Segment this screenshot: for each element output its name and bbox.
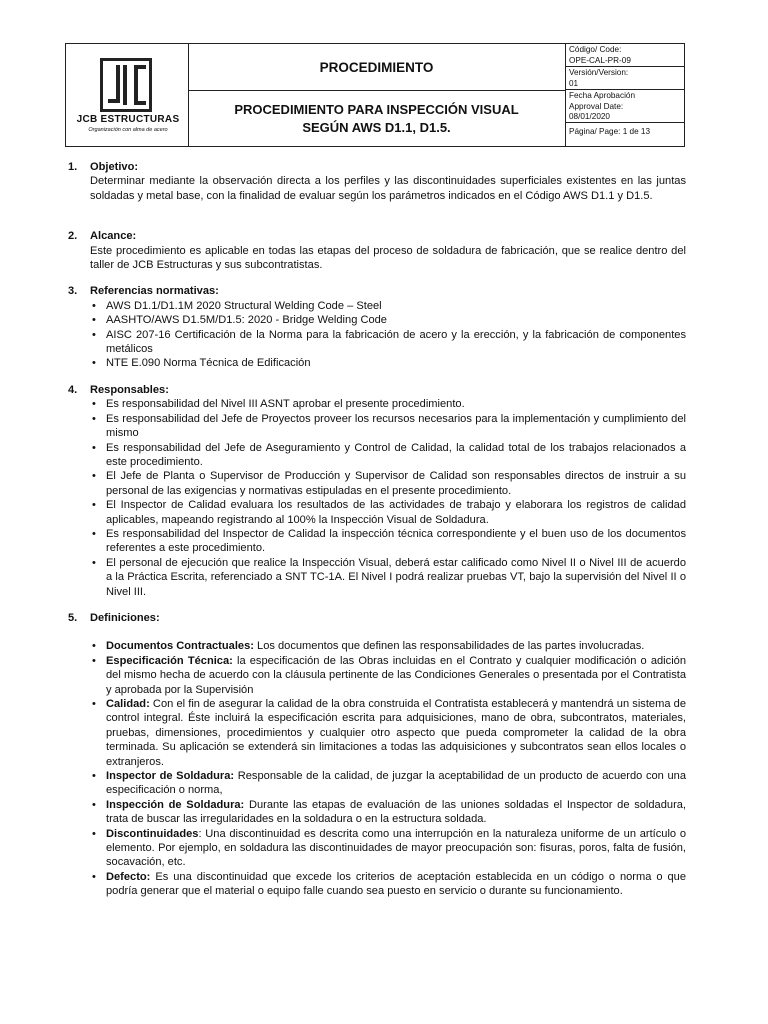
list-item: • NTE E.090 Norma Técnica de Edificación bbox=[92, 357, 311, 370]
definition-text: Responsable de la calidad, de juzgar la aceptabilidad de un producto de acuerdo con una especificación o norma, bbox=[106, 770, 686, 797]
definitions-list bbox=[68, 639, 686, 898]
section-text: Este procedimiento es aplicable en todas las etapas del proceso de soldadura de fabricación, que se realice dentro del taller de JCB Estructuras y sus subcontratistas. bbox=[90, 244, 686, 272]
section-definiciones bbox=[68, 611, 686, 899]
section-title: Referencias normativas: bbox=[90, 285, 219, 298]
approval-value: 08/01/2020 bbox=[569, 112, 610, 121]
section-title: Responsables: bbox=[90, 383, 169, 396]
definition-text: Durante las etapas de evaluación de las uniones soldadas el Inspector de soldadura, trata de buscar las irregularidades en la soldadura o en la estructura soldada. bbox=[106, 798, 687, 826]
section-number: 1. bbox=[68, 161, 78, 173]
document-title-line1: PROCEDIMIENTO PARA INSPECCIÓN VISUAL bbox=[234, 101, 519, 117]
list-item: • AASHTO/AWS D1.5M/D1.5: 2020 - Bridge Welding Code bbox=[92, 314, 387, 327]
logo-cell bbox=[66, 44, 189, 146]
list-item: • Es responsabilidad del Jefe de Proyectos proveer los recursos necesarios para la implementación y cumplimiento del mismo bbox=[92, 412, 686, 440]
logo-tagline: Organización con alma de acero bbox=[88, 127, 168, 133]
definition-text: : Una discontinuidad es descrita como una interrupción en la naturaleza uniforme de un artículo o elemento. Por ejemplo, en soldadura las discontinuidades de mayor preocupación son: fisuras, poros, falta de fusión, socavación, etc. bbox=[106, 827, 686, 869]
code-row bbox=[566, 44, 684, 67]
list-item: • AWS D1.1/D1.1M 2020 Structural Welding Code – Steel bbox=[92, 299, 382, 312]
definition-term: Documentos Contractuales: bbox=[106, 640, 254, 653]
document-title bbox=[188, 91, 565, 146]
definition-item: • Calidad: Con el fin de asegurar la calidad de la obra construida el Contratista establecerá y mantendrá un sistema de control integral. Éste incluirá la especificación escrita para adquisiciones, mano de obra, subcontratos, materiales, pruebas, dimensiones, procedimientos y cualquier otro aspecto que pueda comprometer la calidad de la obra terminada. Su aplicación se extenderá sin limitaciones a todas las adquisiciones y subcontratos sean ellos locales o extranjeros. bbox=[92, 698, 686, 768]
document-body bbox=[68, 160, 686, 899]
list-item: • El personal de ejecución que realice la Inspección Visual, deberá estar calificado como Nivel II o Nivel III de acuerdo a la Práctica Escrita, referenciado a SNT TC-1A. El Nivel I podrá realizar pruebas VT, bajo la supervisión del Nivel II o Nivel III. bbox=[92, 556, 686, 598]
title-cell bbox=[188, 44, 565, 146]
definition-item: • Defecto: Es una discontinuidad que excede los criterios de aceptación establecida en un código o norma o que podría generar que el material o equipo falle cuando sea puesto en servicio o durante su funcionamiento. bbox=[92, 870, 686, 898]
list-item: • El Jefe de Planta o Supervisor de Producción y Supervisor de Calidad son responsables directos de instruir a su personal de las exigencias y normativas estipuladas en el presente procedimiento. bbox=[92, 470, 686, 497]
definition-item: • Discontinuidades: Una discontinuidad es descrita como una interrupción en la naturaleza uniforme de un artículo o elemento. Por ejemplo, en soldadura las discontinuidades de mayor preocupación son: fisuras, poros, falta de fusión, socavación, etc. bbox=[92, 827, 686, 869]
approval-row bbox=[566, 90, 684, 123]
definition-item: • Documentos Contractuales: Los documentos que definen las responsabilidades de las partes involucradas. bbox=[92, 640, 645, 653]
approval-label-1: Fecha Aprobación bbox=[569, 91, 635, 100]
section-title: Alcance: bbox=[90, 230, 137, 243]
definition-item: • Especificación Técnica: la especificación de las Obras incluidas en el Contrato y cualquier modificación o adición del mismo hecha de acuerdo con la cláusula pertinente de las Condiciones Generales o presentada por el Contratista y aprobada por la Supervisión bbox=[92, 654, 686, 696]
document-type: PROCEDIMIENTO bbox=[188, 44, 565, 91]
definition-text: Es una discontinuidad que excede los criterios de aceptación establecida en un código o norma o que podría generar que el material o equipo falle cuando sea puesto en servicio o durante su funcionamiento. bbox=[106, 870, 686, 898]
section-text: Determinar mediante la observación directa a los perfiles y las discontinuidades superficiales existentes en las juntas soldadas y metal base, con la finalidad de evaluar según los parámetros indicados en el Código AWS D1.1 y D1.5. bbox=[90, 175, 686, 202]
section-number: 5. bbox=[68, 611, 78, 624]
definition-text: la especificación de las Obras incluidas en el Contrato y cualquier modificación o adición del mismo hecha de acuerdo con la cláusula pertinente de las Condiciones Generales o presentada por el Contratista y aprobada por la Supervisión bbox=[106, 654, 686, 696]
version-value: 01 bbox=[569, 78, 579, 88]
jcb-logo-icon bbox=[100, 58, 152, 112]
definition-term: Inspector de Soldadura: bbox=[106, 770, 235, 783]
section-number: 4. bbox=[68, 383, 78, 396]
page-row bbox=[566, 123, 684, 146]
list-item: • El Inspector de Calidad evaluara los resultados de las actividades de trabajo y elaborara los registros de calidad aplicables, mapeando registrando al 100% la Inspección Visual de Soldadura. bbox=[92, 499, 686, 526]
list-item: • Es responsabilidad del Inspector de Calidad la inspección técnica correspondiente y el buen uso de los documentos referentes a este procedimiento. bbox=[92, 527, 686, 555]
definition-text: Con el fin de asegurar la calidad de la obra construida el Contratista establecerá y mantendrá un sistema de control integral. Éste incluirá la especificación escrita para adquisiciones, mano de obra, subcontratos, materiales, pruebas, dimensiones, procedimientos y cualquier otro aspecto que pueda comprometer la calidad de la obra terminada. Su aplicación se extenderá sin limitaciones a todas las adquisiciones y subcontratos sean ellos locales o extranjeros. bbox=[106, 698, 686, 768]
version-row bbox=[566, 67, 684, 90]
definition-term: Inspección de Soldadura: bbox=[106, 798, 245, 811]
responsibles-list bbox=[68, 397, 686, 599]
list-item: • AISC 207-16 Certificación de la Norma para la fabricación de acero y la erección, y la fabricación de componentes metálicos bbox=[92, 328, 686, 356]
document-title-line2: SEGÚN AWS D1.1, D1.5. bbox=[302, 119, 451, 135]
definition-term: Especificación Técnica: bbox=[106, 654, 233, 667]
meta-cell bbox=[565, 44, 685, 146]
list-item: • Es responsabilidad del Jefe de Aseguramiento y Control de Calidad, la calidad total de los trabajos relacionados a este procedimiento. bbox=[92, 441, 686, 468]
document-header bbox=[65, 43, 685, 147]
approval-label-2: Approval Date: bbox=[569, 101, 624, 111]
section-responsables bbox=[68, 383, 686, 599]
section-referencias bbox=[68, 284, 686, 370]
version-label: Versión/Version: bbox=[569, 68, 629, 77]
definition-item: • Inspección de Soldadura: Durante las etapas de evaluación de las uniones soldadas el Inspector de soldadura, trata de buscar las irregularidades en la soldadura o en la estructura soldada. bbox=[92, 798, 687, 826]
definition-item: • Inspector de Soldadura: Responsable de la calidad, de juzgar la aceptabilidad de un producto de acuerdo con una especificación o norma, bbox=[92, 770, 686, 797]
section-number: 3. bbox=[68, 285, 78, 298]
logo-name: JCB ESTRUCTURAS bbox=[76, 114, 180, 125]
definition-term: Defecto: bbox=[106, 870, 151, 883]
definition-term: Calidad: bbox=[106, 698, 150, 710]
page-label: Página/ Page: 1 de 13 bbox=[569, 127, 651, 136]
section-objetivo bbox=[68, 160, 686, 203]
list-item: • Es responsabilidad del Nivel III ASNT aprobar el presente procedimiento. bbox=[92, 398, 465, 411]
section-title: Objetivo: bbox=[90, 161, 139, 173]
code-label: Código/ Code: bbox=[569, 45, 622, 54]
section-number: 2. bbox=[68, 230, 78, 243]
code-value: OPE-CAL-PR-09 bbox=[569, 55, 631, 65]
section-alcance bbox=[68, 229, 686, 272]
definition-term: Discontinuidades bbox=[106, 827, 199, 840]
references-list bbox=[68, 299, 686, 371]
section-title: Definiciones: bbox=[90, 611, 160, 624]
definition-text: Los documentos que definen las responsabilidades de las partes involucradas. bbox=[253, 640, 645, 653]
